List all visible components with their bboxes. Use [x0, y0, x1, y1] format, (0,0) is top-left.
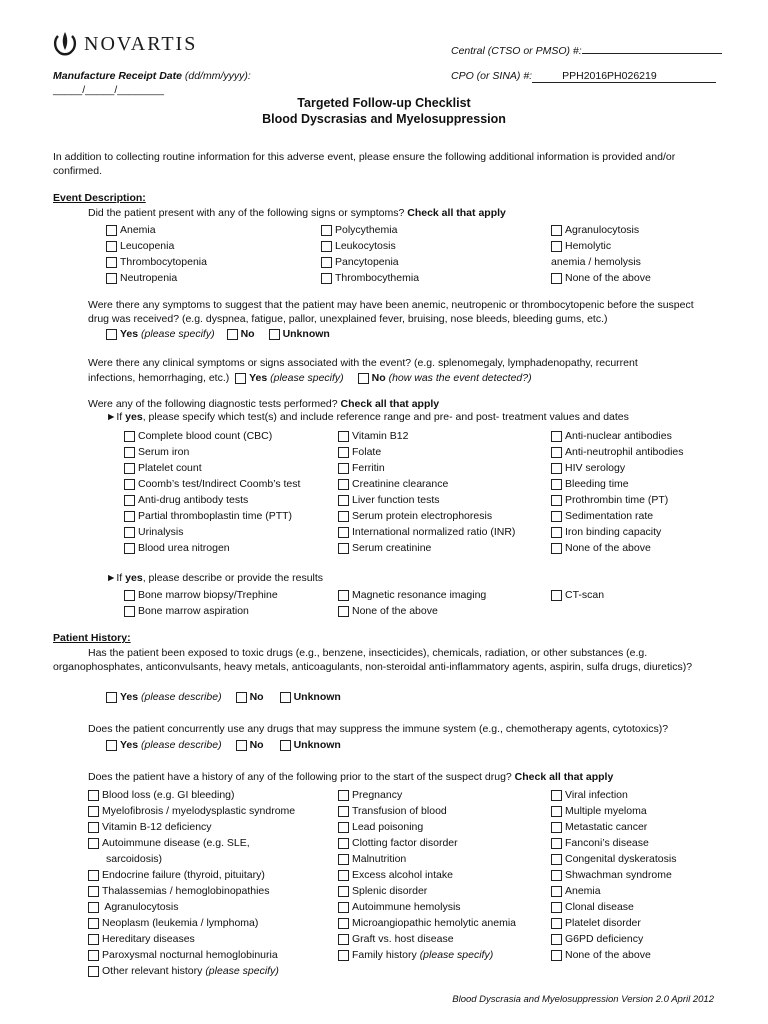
no-checkbox[interactable]: [358, 373, 369, 384]
tests-col1: [124, 428, 300, 556]
novartis-flame-icon: [52, 30, 78, 58]
checkbox-spep[interactable]: Serum protein electrophoresis: [338, 508, 515, 524]
immunosuppressant-answers: Yes (please describe) No Unknown: [106, 739, 341, 751]
checkbox-myelofibrosis[interactable]: Myelofibrosis / myelodysplastic syndrome: [88, 803, 295, 819]
checkbox-platelet-count[interactable]: Platelet count: [124, 460, 300, 476]
checkbox-lead-poisoning[interactable]: Lead poisoning: [338, 819, 516, 835]
checkbox-none-tests[interactable]: None of the above: [551, 540, 684, 556]
unknown-checkbox[interactable]: [280, 692, 291, 703]
checkbox-autoimmune-disease[interactable]: Autoimmune disease (e.g. SLE,: [88, 835, 295, 851]
checkbox-thalassemias[interactable]: Thalassemias / hemoglobinopathies: [88, 883, 295, 899]
checkbox-bleeding-time[interactable]: Bleeding time: [551, 476, 684, 492]
checkbox-bun[interactable]: Blood urea nitrogen: [124, 540, 300, 556]
signs-col2: [321, 222, 419, 286]
checkbox-creatinine-clearance[interactable]: Creatinine clearance: [338, 476, 515, 492]
checkbox-pt[interactable]: Prothrombin time (PT): [551, 492, 684, 508]
unknown-checkbox[interactable]: [280, 740, 291, 751]
conditions-col3: [551, 787, 676, 963]
checkbox-iron-binding[interactable]: Iron binding capacity: [551, 524, 684, 540]
checkbox-pregnancy[interactable]: Pregnancy: [338, 787, 516, 803]
imaging-col1: [124, 587, 278, 619]
toxic-exposure-answers: Yes (please describe) No Unknown: [106, 691, 341, 703]
checkbox-bone-marrow-aspiration[interactable]: Bone marrow aspiration: [124, 603, 278, 619]
checkbox-liver-function[interactable]: Liver function tests: [338, 492, 515, 508]
unknown-checkbox[interactable]: [269, 329, 280, 340]
checkbox-shwachman[interactable]: Shwachman syndrome: [551, 867, 676, 883]
checkbox-blood-loss[interactable]: Blood loss (e.g. GI bleeding): [88, 787, 295, 803]
checkbox-neoplasm[interactable]: Neoplasm (leukemia / lymphoma): [88, 915, 295, 931]
checkbox-platelet-disorder[interactable]: Platelet disorder: [551, 915, 676, 931]
no-checkbox[interactable]: [236, 740, 247, 751]
checkbox-gvhd[interactable]: Graft vs. host disease: [338, 931, 516, 947]
signs-question: Did the patient present with any of the following signs or symptoms? Check all that apply: [88, 207, 506, 219]
novartis-logo: [52, 30, 197, 58]
checkbox-none-signs[interactable]: None of the above: [551, 270, 651, 286]
hemolytic-continuation: anemia / hemolysis: [551, 256, 641, 268]
checkbox-vitamin-b12[interactable]: Vitamin B12: [338, 428, 515, 444]
pre-existing-answers: Yes (please specify) No Unknown: [106, 328, 330, 340]
checkbox-ana[interactable]: Anti-nuclear antibodies: [551, 428, 684, 444]
checkbox-polycythemia[interactable]: Polycythemia: [321, 222, 419, 238]
imaging-col2: [338, 587, 486, 619]
checkbox-leukocytosis[interactable]: Leukocytosis: [321, 238, 419, 254]
checkbox-endocrine-failure[interactable]: Endocrine failure (thyroid, pituitary): [88, 867, 295, 883]
checkbox-ptt[interactable]: Partial thromboplastin time (PTT): [124, 508, 300, 524]
checkbox-folate[interactable]: Folate: [338, 444, 515, 460]
checkbox-agranulocytosis[interactable]: Agranulocytosis: [551, 222, 651, 238]
checkbox-g6pd[interactable]: G6PD deficiency: [551, 931, 676, 947]
checkbox-dyskeratosis[interactable]: Congenital dyskeratosis: [551, 851, 676, 867]
imaging-col3: [551, 587, 604, 603]
checkbox-serum-creatinine[interactable]: Serum creatinine: [338, 540, 515, 556]
checkbox-anemia[interactable]: Anemia: [106, 222, 207, 238]
checkbox-box[interactable]: [106, 225, 117, 236]
checkbox-multiple-myeloma[interactable]: Multiple myeloma: [551, 803, 676, 819]
checkbox-cbc[interactable]: Complete blood count (CBC): [124, 428, 300, 444]
cpo-number-field[interactable]: [451, 70, 716, 83]
checkbox-malnutrition[interactable]: Malnutrition: [338, 851, 516, 867]
no-checkbox[interactable]: [227, 329, 238, 340]
checkbox-neutropenia[interactable]: Neutropenia: [106, 270, 207, 286]
checkbox-microangiopathic[interactable]: Microangiopathic hemolytic anemia: [338, 915, 516, 931]
receipt-date-field[interactable]: _____/_____/________: [53, 84, 164, 96]
logo-text: NOVARTIS: [84, 32, 198, 55]
toxic-exposure-question: Has the patient been exposed to toxic drugs (e.g., benzene, insecticides), chemicals, radiation, or other substances (e.g. organophosphates, anticonvulsants, heavy metals, anticoagulants, non-steroidal anti-inflammatory agents, aspirin, sulfa drugs, diuretics)?: [53, 647, 693, 673]
checkbox-viral-infection[interactable]: Viral infection: [551, 787, 676, 803]
checkbox-inr[interactable]: International normalized ratio (INR): [338, 524, 515, 540]
checkbox-metastatic-cancer[interactable]: Metastatic cancer: [551, 819, 676, 835]
checkbox-transfusion[interactable]: Transfusion of blood: [338, 803, 516, 819]
checkbox-hereditary-diseases[interactable]: Hereditary diseases: [88, 931, 295, 947]
checkbox-anca[interactable]: Anti-neutrophil antibodies: [551, 444, 684, 460]
checkbox-agranulocytosis-history[interactable]: Agranulocytosis: [88, 899, 295, 915]
conditions-col1: [88, 787, 295, 979]
immunosuppressant-question: Does the patient concurrently use any drugs that may suppress the immune system (e.g., chemotherapy agents, cytotoxics)?: [88, 723, 669, 735]
checkbox-thrombocythemia[interactable]: Thrombocythemia: [321, 270, 419, 286]
cpo-value: PPH2016PH026219: [562, 70, 657, 82]
checkbox-excess-alcohol[interactable]: Excess alcohol intake: [338, 867, 516, 883]
checkbox-fanconi[interactable]: Fanconi’s disease: [551, 835, 676, 851]
diagnostic-tests-question: Were any of the following diagnostic tests performed? Check all that apply: [88, 398, 440, 410]
checkbox-bone-marrow-biopsy[interactable]: Bone marrow biopsy/Trephine: [124, 587, 278, 603]
checkbox-anemia-history[interactable]: Anemia: [551, 883, 676, 899]
checkbox-family-history[interactable]: Family history (please specify): [338, 947, 516, 963]
checkbox-pancytopenia[interactable]: Pancytopenia: [321, 254, 419, 270]
yes-checkbox[interactable]: [235, 373, 246, 384]
checkbox-leucopenia[interactable]: Leucopenia: [106, 238, 207, 254]
checkbox-b12-deficiency[interactable]: Vitamin B-12 deficiency: [88, 819, 295, 835]
checkbox-hemolytic[interactable]: Hemolytic: [551, 238, 651, 254]
checkbox-clonal-disease[interactable]: Clonal disease: [551, 899, 676, 915]
checkbox-anti-drug-antibody[interactable]: Anti-drug antibody tests: [124, 492, 300, 508]
tests-instruction: ►If yes, please specify which test(s) and include reference range and pre- and post- treatment values and dates: [106, 411, 629, 423]
footer-version: Blood Dyscrasia and Myelosuppression Version 2.0 April 2012: [452, 994, 714, 1005]
signs-col1: [106, 222, 207, 286]
checkbox-none-imaging[interactable]: None of the above: [338, 603, 486, 619]
clinical-signs-answers: infections, hemorrhaging, etc.) Yes (please specify) No (how was the event detected?): [88, 372, 532, 384]
form-subtitle: Blood Dyscrasias and Myelosuppression: [262, 112, 506, 126]
tests-col2: [338, 428, 515, 556]
event-description-heading: Event Description:: [53, 192, 146, 204]
checkbox-other-history[interactable]: Other relevant history (please specify): [88, 963, 295, 979]
checkbox-thrombocytopenia[interactable]: Thrombocytopenia: [106, 254, 207, 270]
central-label: Central (CTSO or PMSO) #:: [451, 45, 582, 57]
prior-history-question: Does the patient have a history of any of the following prior to the start of the suspect drug? Check all that apply: [88, 771, 614, 783]
results-instruction: ►If yes, please describe or provide the results: [106, 572, 324, 584]
central-number-field[interactable]: [451, 45, 722, 57]
yes-checkbox[interactable]: [106, 329, 117, 340]
checkbox-pnh[interactable]: Paroxysmal nocturnal hemoglobinuria: [88, 947, 295, 963]
checkbox-urinalysis[interactable]: Urinalysis: [124, 524, 300, 540]
checkbox-clotting-disorder[interactable]: Clotting factor disorder: [338, 835, 516, 851]
clinical-signs-question: Were there any clinical symptoms or signs associated with the event? (e.g. splenomegaly, lymphadenopathy, recurrent: [88, 357, 638, 369]
pre-existing-symptoms-question: Were there any symptoms to suggest that the patient may have been anemic, neutropenic or thrombocytopenic before the suspect drug was received? (e.g. dyspnea, fatigue, pallor, unexplained fever, bruising, nose bleeds, bleeding gums, etc.): [88, 299, 694, 325]
checkbox-ferritin[interactable]: Ferritin: [338, 460, 515, 476]
tests-col3: [551, 428, 684, 556]
checkbox-none-history[interactable]: None of the above: [551, 947, 676, 963]
checkbox-autoimmune-hemolysis[interactable]: Autoimmune hemolysis: [338, 899, 516, 915]
signs-col3: [551, 222, 651, 286]
checkbox-coombs[interactable]: Coomb’s test/Indirect Coomb’s test: [124, 476, 300, 492]
receipt-date-label: Manufacture Receipt Date (dd/mm/yyyy):: [53, 70, 251, 82]
checkbox-esr[interactable]: Sedimentation rate: [551, 508, 684, 524]
autoimmune-continuation: sarcoidosis): [106, 853, 163, 865]
checkbox-ct-scan[interactable]: CT-scan: [551, 587, 604, 603]
checkbox-splenic-disorder[interactable]: Splenic disorder: [338, 883, 516, 899]
checkbox-hiv-serology[interactable]: HIV serology: [551, 460, 684, 476]
cpo-label: CPO (or SINA) #:: [451, 70, 533, 82]
no-checkbox[interactable]: [236, 692, 247, 703]
intro-text: In addition to collecting routine information for this adverse event, please ensure the following additional information is provided and/or confirmed.: [53, 151, 676, 177]
yes-checkbox[interactable]: [106, 692, 117, 703]
yes-checkbox[interactable]: [106, 740, 117, 751]
checkbox-serum-iron[interactable]: Serum iron: [124, 444, 300, 460]
form-title: Targeted Follow-up Checklist: [297, 96, 471, 110]
patient-history-heading: Patient History:: [53, 632, 131, 644]
conditions-col2: [338, 787, 516, 963]
checkbox-mri[interactable]: Magnetic resonance imaging: [338, 587, 486, 603]
